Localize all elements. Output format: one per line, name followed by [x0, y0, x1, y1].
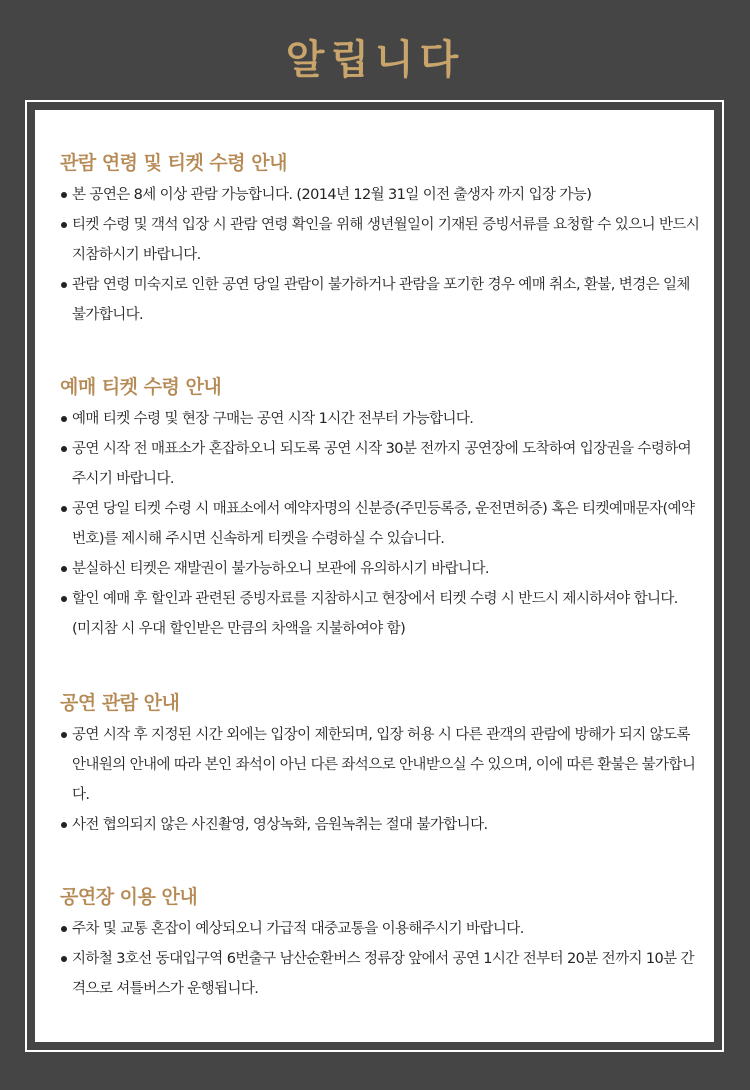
section-title: 공연 관람 안내 [60, 692, 180, 714]
notice-frame [25, 100, 724, 1052]
list-item: 관람 연령 미숙지로 인한 공연 당일 관람이 불가하거나 관람을 포기한 경우 예매 취소, 환불, 변경은 일체 불가합니다. [60, 270, 700, 330]
section-viewing [60, 688, 700, 840]
list-item: 할인 예매 후 할인과 관련된 증빙자료를 지참하시고 현장에서 티켓 수령 시 반드시 제시하셔야 합니다. (미지참 시 우대 할인받은 만큼의 차액을 지불하여야 함) [60, 584, 700, 644]
section-title: 관람 연령 및 티켓 수령 안내 [60, 152, 287, 174]
bullet-icon [61, 506, 67, 512]
bullet-icon [61, 596, 67, 602]
list-item: 예매 티켓 수령 및 현장 구매는 공연 시작 1시간 전부터 가능합니다. [60, 404, 700, 434]
bullet-icon [61, 926, 67, 932]
bullet-icon [61, 956, 67, 962]
list-item: 공연 시작 후 지정된 시간 외에는 입장이 제한되며, 입장 허용 시 다른 관객의 관람에 방해가 되지 않도록 안내원의 안내에 따라 본인 좌석이 아닌 다른 좌석으로 안내받으실 수 있으며, 이에 따른 환불은 불가합니다. [60, 720, 700, 810]
list-item: 지하철 3호선 동대입구역 6번출구 남산순환버스 정류장 앞에서 공연 1시간 전부터 20분 전까지 10분 간격으로 셔틀버스가 운행됩니다. [60, 944, 700, 1004]
page-title: 알립니다 [285, 37, 465, 83]
section-age-and-ticket [60, 148, 700, 330]
bullet-icon [61, 282, 67, 288]
bullet-icon [61, 192, 67, 198]
section-venue [60, 882, 700, 1004]
bullet-icon [61, 566, 67, 572]
section-title: 예매 티켓 수령 안내 [60, 376, 222, 398]
section-ticket-pickup [60, 372, 700, 644]
list-item: 공연 시작 전 매표소가 혼잡하오니 되도록 공연 시작 30분 전까지 공연장에 도착하여 입장권을 수령하여 주시기 바랍니다. [60, 434, 700, 494]
list-item: 분실하신 티켓은 재발권이 불가능하오니 보관에 유의하시기 바랍니다. [60, 554, 700, 584]
bullet-icon [61, 822, 67, 828]
bullet-icon [61, 732, 67, 738]
list-item: 주차 및 교통 혼잡이 예상되오니 가급적 대중교통을 이용해주시기 바랍니다. [60, 914, 700, 944]
bullet-icon [61, 446, 67, 452]
list-item: 사전 협의되지 않은 사진촬영, 영상녹화, 음원녹취는 절대 불가합니다. [60, 810, 700, 840]
bullet-icon [61, 222, 67, 228]
bullet-icon [61, 416, 67, 422]
list-item: 공연 당일 티켓 수령 시 매표소에서 예약자명의 신분증(주민등록증, 운전면허증) 혹은 티켓예매문자(예약번호)를 제시해 주시면 신속하게 티켓을 수령하실 수 있습니다. [60, 494, 700, 554]
section-title: 공연장 이용 안내 [60, 886, 198, 908]
list-item: 본 공연은 8세 이상 관람 가능합니다. (2014년 12월 31일 이전 출생자 까지 입장 가능) [60, 180, 700, 210]
list-item: 티켓 수령 및 객석 입장 시 관람 연령 확인을 위해 생년월일이 기재된 증빙서류를 요청할 수 있으니 반드시 지참하시기 바랍니다. [60, 210, 700, 270]
notice-panel [35, 110, 714, 1042]
